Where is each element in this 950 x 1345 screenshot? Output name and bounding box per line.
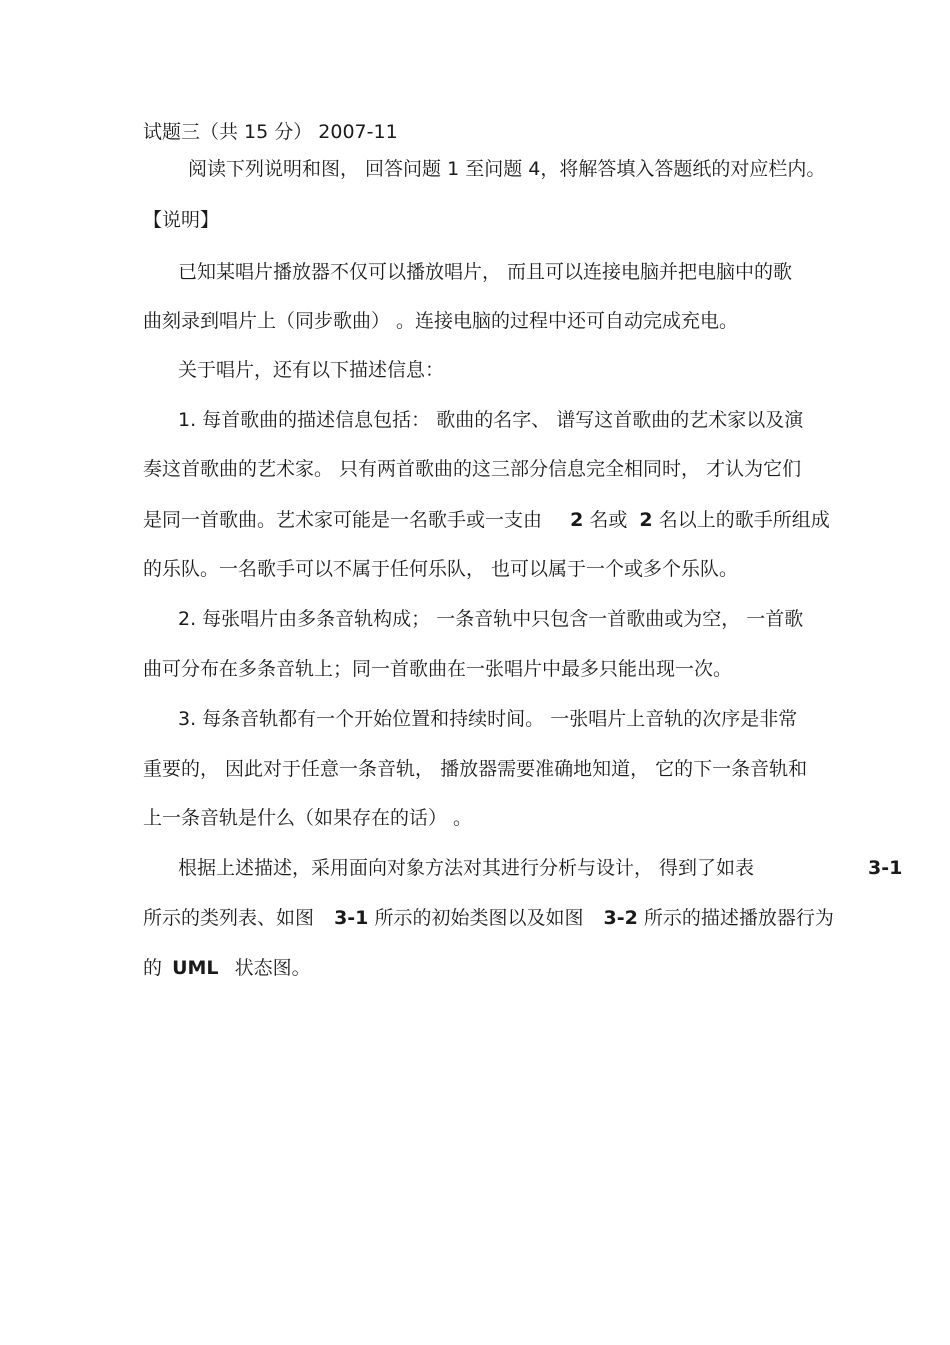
list-item-line: 3. 每条音轨都有一个开始位置和持续时间。 一张唱片上音轨的次序是非常 bbox=[178, 708, 798, 730]
text-span: 状态图。 bbox=[234, 957, 311, 979]
list-item-line: 曲可分布在多条音轨上；同一首歌曲在一张唱片中最多只能出现一次。 bbox=[143, 658, 733, 680]
uml-term: UML bbox=[172, 957, 219, 979]
list-item-line: 的乐队。一名歌手可以不属于任何乐队， 也可以属于一个或多个乐队。 bbox=[143, 558, 739, 580]
text-span: 根据上述描述，采用面向对象方法对其进行分析与设计， 得到了如表 bbox=[178, 857, 755, 879]
list-item-line: 上一条音轨是什么（如果存在的话） 。 bbox=[143, 807, 473, 829]
paragraph-line bbox=[143, 906, 834, 930]
list-item-line: 重要的， 因此对于任意一条音轨， 播放器需要准确地知道， 它的下一条音轨和 bbox=[143, 758, 808, 780]
list-item-line: 1. 每首歌曲的描述信息包括： 歌曲的名字、 谱写这首歌曲的艺术家以及演 bbox=[178, 409, 804, 431]
list-item-line: 2. 每张唱片由多条音轨构成； 一条音轨中只包含一首歌曲或为空， 一首歌 bbox=[178, 608, 804, 630]
paragraph-line: 已知某唱片播放器不仅可以播放唱片， 而且可以连接电脑并把电脑中的歌 bbox=[178, 261, 793, 283]
text-span: 的 bbox=[143, 957, 163, 979]
text-span: 所示的描述播放器行为 bbox=[643, 907, 834, 929]
reference-number: 3-2 bbox=[603, 907, 638, 929]
text-span: 名或 bbox=[589, 509, 628, 531]
reference-number: 3-1 bbox=[868, 857, 903, 879]
paragraph-line: 关于唱片，还有以下描述信息： bbox=[178, 359, 445, 381]
paragraph-line bbox=[143, 956, 311, 980]
number-span: 2 bbox=[570, 509, 584, 531]
reference-number: 3-1 bbox=[334, 907, 369, 929]
instruction-text: 阅读下列说明和图， 回答问题 1 至问题 4，将解答填入答题纸的对应栏内。 bbox=[188, 158, 826, 180]
exam-title: 试题三（共 15 分） 2007-11 bbox=[143, 121, 398, 143]
section-heading: 【说明】 bbox=[143, 209, 220, 231]
text-span: 是同一首歌曲。艺术家可能是一名歌手或一支由 bbox=[143, 509, 543, 531]
text-span: 所示的初始类图以及如图 bbox=[374, 907, 584, 929]
number-span: 2 bbox=[639, 509, 653, 531]
paragraph-line bbox=[178, 856, 754, 880]
list-item-line bbox=[143, 508, 830, 532]
text-span: 所示的类列表、如图 bbox=[143, 907, 315, 929]
paragraph-line: 曲刻录到唱片上（同步歌曲） 。连接电脑的过程中还可自动完成充电。 bbox=[143, 310, 739, 332]
text-span: 名以上的歌手所组成 bbox=[658, 509, 830, 531]
list-item-line: 奏这首歌曲的艺术家。 只有两首歌曲的这三部分信息完全相同时， 才认为它们 bbox=[143, 458, 802, 480]
